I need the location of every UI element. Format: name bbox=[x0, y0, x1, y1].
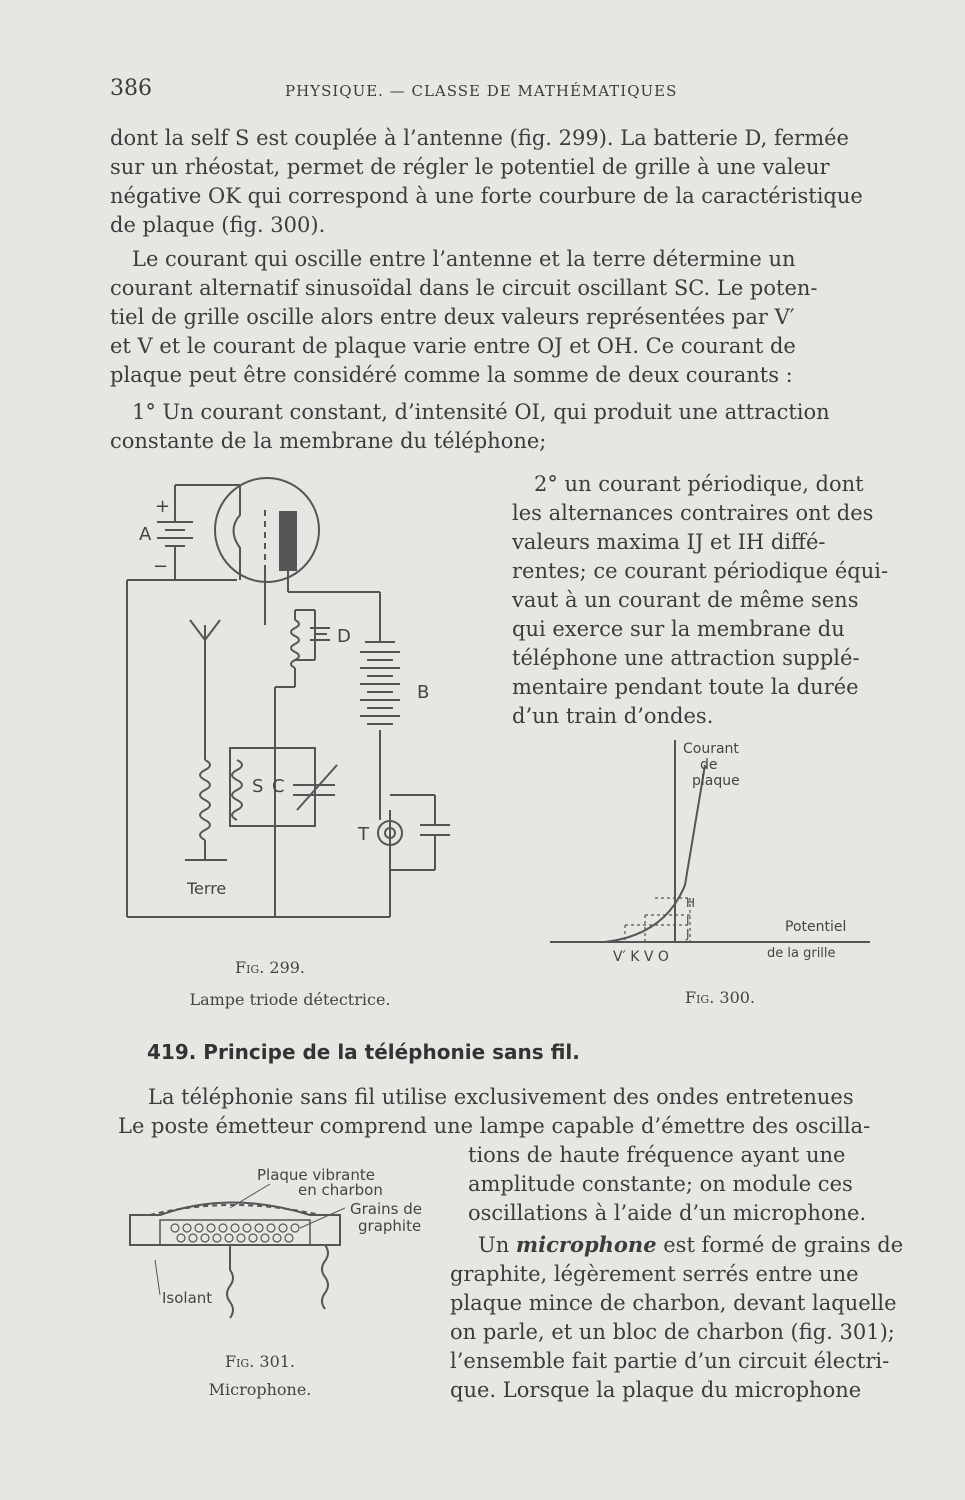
page-number: 386 bbox=[110, 76, 152, 101]
text-line: qui exerce sur la membrane du bbox=[512, 617, 845, 641]
text-line: de plaque (fig. 300). bbox=[110, 213, 326, 237]
axis-points-label: V′ K V O bbox=[613, 949, 669, 965]
label-minus: − bbox=[153, 556, 169, 577]
label-h: H bbox=[686, 896, 696, 910]
text-line: constante de la membrane du téléphone; bbox=[110, 429, 547, 453]
text-line: tiel de grille oscille alors entre deux valeurs représentées par V′ bbox=[110, 305, 795, 329]
label-j: J bbox=[686, 927, 690, 941]
text-line: vaut à un courant de même sens bbox=[512, 588, 859, 612]
ylabel-line-1: Courant bbox=[683, 741, 739, 757]
ylabel-line-3: plaque bbox=[692, 773, 740, 789]
label-plus: + bbox=[155, 496, 171, 517]
section-heading: 419. Principe de la téléphonie sans fil. bbox=[147, 1040, 580, 1064]
text-line: téléphone une attraction supplé- bbox=[512, 646, 860, 670]
label-plaque-line-1: Plaque vibrante bbox=[257, 1166, 375, 1184]
text-line: Le courant qui oscille entre l’antenne et la terre détermine un bbox=[132, 247, 796, 271]
text-line: oscillations à l’aide d’un microphone. bbox=[468, 1201, 867, 1225]
label-isolant: Isolant bbox=[162, 1289, 213, 1307]
paragraph-3 bbox=[110, 398, 905, 456]
running-title: PHYSIQUE. — CLASSE DE MATHÉMATIQUES bbox=[285, 82, 678, 100]
label-t: T bbox=[358, 824, 369, 845]
paragraph-1 bbox=[110, 124, 905, 240]
fig-300-graph bbox=[545, 735, 885, 975]
label-grains-line-1: Grains de bbox=[350, 1200, 422, 1218]
text-line: courant alternatif sinusoïdal dans le circuit oscillant SC. Le poten- bbox=[110, 276, 818, 300]
text-line: Le poste émetteur comprend une lampe capable d’émettre des oscilla- bbox=[118, 1114, 871, 1138]
text-line: valeurs maxima IJ et IH diffé- bbox=[512, 530, 826, 554]
text-line: et V et le courant de plaque varie entre OJ et OH. Ce courant de bbox=[110, 334, 796, 358]
text-line: sur un rhéostat, permet de régler le potentiel de grille à une valeur bbox=[110, 155, 830, 179]
fig-299-circuit bbox=[115, 470, 475, 930]
text-line: graphite, légèrement serrés entre une bbox=[450, 1262, 859, 1286]
text-line: on parle, et un bloc de charbon (fig. 301); bbox=[450, 1320, 895, 1344]
text-line: d’un train d’ondes. bbox=[512, 704, 714, 728]
circuit-wires bbox=[127, 580, 450, 917]
label-c: C bbox=[272, 776, 285, 797]
ylabel-line-2: de bbox=[700, 757, 718, 773]
text-line: négative OK qui correspond à une forte courbure de la caractéristique bbox=[110, 184, 863, 208]
triode-tube-symbol bbox=[215, 478, 380, 642]
fig-301-microphone bbox=[120, 1160, 450, 1340]
paragraph-6 bbox=[468, 1141, 910, 1228]
text-line: que. Lorsque la plaque du microphone bbox=[450, 1378, 862, 1402]
paragraph-7 bbox=[450, 1230, 912, 1405]
fig-301-caption: Microphone. bbox=[208, 1380, 312, 1399]
text-line: tions de haute fréquence ayant une bbox=[468, 1143, 846, 1167]
xlabel-line-2: de la grille bbox=[767, 946, 836, 961]
text-line: La téléphonie sans fil utilise exclusivement des ondes entretenues bbox=[148, 1085, 854, 1109]
text-line: 1° Un courant constant, d’intensité OI, qui produit une attraction bbox=[132, 400, 830, 424]
text-line: Un microphone est formé de grains de bbox=[478, 1232, 904, 1257]
label-terre: Terre bbox=[187, 879, 227, 898]
label-plaque-line-2: en charbon bbox=[298, 1181, 383, 1199]
paragraph-2 bbox=[110, 245, 905, 390]
fig-299-number: Fig. 299. bbox=[234, 958, 306, 977]
text-line: l’ensemble fait partie d’un circuit électri- bbox=[450, 1349, 890, 1373]
paragraph-4 bbox=[512, 470, 908, 731]
fig-301-number: Fig. 301. bbox=[224, 1352, 296, 1371]
fig-299-caption: Lampe triode détectrice. bbox=[189, 990, 391, 1009]
text-line: 2° un courant périodique, dont bbox=[534, 472, 864, 496]
text-line: amplitude constante; on module ces bbox=[468, 1172, 853, 1196]
label-s: S bbox=[252, 776, 264, 797]
fig-300-number: Fig. 300. bbox=[684, 988, 756, 1007]
label-b: B bbox=[417, 682, 430, 703]
text-line: mentaire pendant toute la durée bbox=[512, 675, 859, 699]
label-i: I bbox=[686, 914, 690, 928]
text-line: rentes; ce courant périodique équi- bbox=[512, 559, 889, 583]
text-line: les alternances contraires ont des bbox=[512, 501, 874, 525]
text-line: plaque peut être considéré comme la somme de deux courants : bbox=[110, 363, 793, 387]
text-line: plaque mince de charbon, devant laquelle bbox=[450, 1291, 897, 1315]
label-d: D bbox=[337, 626, 351, 647]
xlabel-line-1: Potentiel bbox=[785, 919, 847, 935]
text-line: dont la self S est couplée à l’antenne (fig. 299). La batterie D, fermée bbox=[110, 126, 849, 150]
label-a: A bbox=[139, 524, 152, 545]
label-grains-line-2: graphite bbox=[358, 1217, 422, 1235]
leader-lines bbox=[155, 1184, 345, 1295]
graphite-grains bbox=[171, 1224, 299, 1242]
paragraph-5 bbox=[118, 1083, 908, 1141]
